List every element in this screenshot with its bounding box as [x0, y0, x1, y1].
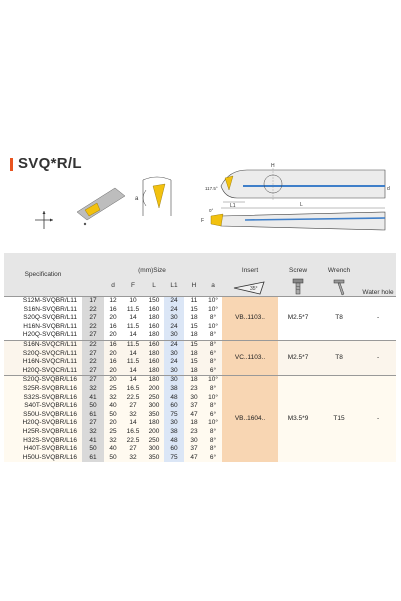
cell-d: 32: [104, 437, 122, 446]
cell-blank: 41: [82, 437, 104, 446]
cell-a: 10°: [204, 323, 222, 332]
cell-f: 11.5: [122, 340, 144, 349]
cell-l: 250: [144, 394, 164, 403]
cell-h: 37: [184, 402, 204, 411]
cell-spec: H20Q-SVQBR/L11: [4, 331, 82, 340]
cell-l: 180: [144, 331, 164, 340]
size-header: (mm)Size: [82, 253, 222, 274]
cell-a: 6°: [204, 350, 222, 359]
col-wrench-header: Wrench: [318, 253, 360, 274]
cell-l1: 24: [164, 297, 184, 306]
cell-a: 10°: [204, 297, 222, 306]
cell-water: -: [360, 297, 396, 341]
cell-l1: 60: [164, 445, 184, 454]
cell-d: 16: [104, 340, 122, 349]
cell-l: 180: [144, 367, 164, 376]
insert-diamond-icon: [232, 280, 268, 296]
cell-h: 23: [184, 428, 204, 437]
cell-a: 10°: [204, 306, 222, 315]
cell-f: 32: [122, 454, 144, 463]
cell-spec: H32S-SVQBR/L16: [4, 437, 82, 446]
cell-a: 8°: [204, 445, 222, 454]
cell-l1: 24: [164, 323, 184, 332]
col-d-header: d: [104, 274, 122, 297]
cell-blank: 22: [82, 323, 104, 332]
cell-a: 8°: [204, 402, 222, 411]
cell-d: 32: [104, 394, 122, 403]
cell-h: 37: [184, 445, 204, 454]
cell-l1: 30: [164, 367, 184, 376]
cell-h: 18: [184, 367, 204, 376]
col-spec-header: Specification: [4, 253, 82, 297]
cell-spec: S12M-SVQBR/L11: [4, 297, 82, 306]
cell-d: 50: [104, 454, 122, 463]
insert-icon-cell: [222, 274, 278, 297]
cell-l: 200: [144, 428, 164, 437]
cell-f: 16.5: [122, 428, 144, 437]
cell-l: 160: [144, 306, 164, 315]
main-view-side: [201, 202, 385, 230]
cell-wrench: T8: [318, 340, 360, 375]
cell-spec: H20Q-SVQBR/L16: [4, 419, 82, 428]
screw-icon: [291, 278, 305, 296]
cell-a: 8°: [204, 340, 222, 349]
cell-blank: 41: [82, 394, 104, 403]
cell-spec: S50U-SVQBR/L16: [4, 411, 82, 420]
cell-f: 16.5: [122, 385, 144, 394]
cell-d: 20: [104, 314, 122, 323]
cell-l1: 30: [164, 376, 184, 385]
cell-a: 10°: [204, 419, 222, 428]
cell-d: 20: [104, 419, 122, 428]
cell-l1: 30: [164, 350, 184, 359]
cell-f: 22.5: [122, 437, 144, 446]
cell-l1: 38: [164, 428, 184, 437]
cell-a: 6°: [204, 367, 222, 376]
cell-screw: M2.5*7: [278, 297, 318, 341]
cell-spec: S40T-SVQBR/L16: [4, 402, 82, 411]
col-a-header: a: [204, 274, 222, 297]
cell-h: 15: [184, 323, 204, 332]
cell-h: 18: [184, 331, 204, 340]
cell-spec: H16N-SVQCR/L11: [4, 358, 82, 367]
cell-d: 20: [104, 376, 122, 385]
cell-d: 20: [104, 331, 122, 340]
cell-a: 6°: [204, 411, 222, 420]
cell-l1: 48: [164, 437, 184, 446]
cell-f: 32: [122, 411, 144, 420]
cell-a: 10°: [204, 376, 222, 385]
cell-l: 160: [144, 340, 164, 349]
cell-h: 18: [184, 419, 204, 428]
cell-spec: H40T-SVQBR/L16: [4, 445, 82, 454]
cell-h: 18: [184, 376, 204, 385]
cell-blank: 27: [82, 376, 104, 385]
cell-a: 8°: [204, 358, 222, 367]
cell-l: 160: [144, 358, 164, 367]
cell-l1: 75: [164, 454, 184, 463]
cell-a: 8°: [204, 314, 222, 323]
cell-spec: S16N-SVQCR/L11: [4, 340, 82, 349]
dim-l-label: L: [300, 202, 303, 208]
cell-f: 14: [122, 314, 144, 323]
cell-spec: S25R-SVQBR/L16: [4, 385, 82, 394]
cell-screw: M3.5*9: [278, 376, 318, 462]
cell-l1: 24: [164, 340, 184, 349]
end-view: [135, 177, 171, 216]
angle-0-label: 0°: [209, 208, 214, 213]
cell-l: 300: [144, 402, 164, 411]
cell-f: 14: [122, 350, 144, 359]
cell-l: 180: [144, 350, 164, 359]
angle-1175-label: 117.5°: [205, 186, 218, 191]
cell-spec: H25R-SVQBR/L16: [4, 428, 82, 437]
cell-insert: VC..1103..: [222, 340, 278, 375]
cell-h: 30: [184, 437, 204, 446]
cell-f: 10: [122, 297, 144, 306]
table-body: [4, 297, 396, 463]
cell-insert: VB..1604..: [222, 376, 278, 462]
screw-icon-cell: [278, 274, 318, 297]
cell-h: 15: [184, 340, 204, 349]
cell-f: 14: [122, 367, 144, 376]
cell-h: 18: [184, 314, 204, 323]
dim-l1-label: L1: [230, 203, 236, 209]
cell-blank: 32: [82, 428, 104, 437]
cell-a: 6°: [204, 454, 222, 463]
cell-l: 250: [144, 437, 164, 446]
table-row: [4, 297, 396, 306]
cell-h: 47: [184, 454, 204, 463]
col-water-header: Water hole: [360, 253, 396, 297]
cell-d: 16: [104, 323, 122, 332]
cell-spec: H50U-SVQBR/L16: [4, 454, 82, 463]
cell-d: 25: [104, 385, 122, 394]
cell-blank: 27: [82, 350, 104, 359]
cell-spec: S20Q-SVQCR/L11: [4, 350, 82, 359]
cell-h: 15: [184, 306, 204, 315]
cell-h: 23: [184, 385, 204, 394]
cell-spec: S20Q-SVQBR/L16: [4, 376, 82, 385]
dim-f-label: F: [201, 218, 205, 224]
cell-blank: 61: [82, 454, 104, 463]
cell-l1: 30: [164, 331, 184, 340]
cell-l1: 24: [164, 306, 184, 315]
cell-l: 160: [144, 323, 164, 332]
cell-f: 14: [122, 331, 144, 340]
cell-blank: 22: [82, 340, 104, 349]
cell-spec: H20Q-SVQCR/L11: [4, 367, 82, 376]
cell-blank: 27: [82, 367, 104, 376]
cell-d: 20: [104, 350, 122, 359]
cell-d: 25: [104, 428, 122, 437]
table-row: [4, 376, 396, 385]
tool-iso-view: [77, 188, 125, 225]
angle-a-label: a: [135, 196, 139, 202]
cell-h: 11: [184, 297, 204, 306]
cell-l1: 30: [164, 419, 184, 428]
cell-blank: 27: [82, 314, 104, 323]
dim-d-label: d: [387, 186, 390, 192]
cell-f: 27: [122, 445, 144, 454]
cell-l: 300: [144, 445, 164, 454]
cell-l: 180: [144, 314, 164, 323]
cell-d: 16: [104, 306, 122, 315]
cell-spec: S32S-SVQBR/L16: [4, 394, 82, 403]
insert-angle-label: 35°: [250, 286, 258, 292]
cell-f: 11.5: [122, 306, 144, 315]
cell-l: 350: [144, 454, 164, 463]
cell-d: 50: [104, 411, 122, 420]
title-accent-bar: [10, 158, 13, 171]
dim-h-label: H: [271, 163, 275, 169]
cell-l1: 60: [164, 402, 184, 411]
cell-water: -: [360, 340, 396, 375]
specification-table: [4, 253, 396, 462]
cell-l: 150: [144, 297, 164, 306]
cell-l: 350: [144, 411, 164, 420]
col-l-header: L: [144, 274, 164, 297]
cell-blank: 22: [82, 358, 104, 367]
main-view-top: [205, 163, 390, 209]
cell-screw: M2.5*7: [278, 340, 318, 375]
cell-water: -: [360, 376, 396, 462]
cell-blank: 22: [82, 306, 104, 315]
cell-insert: VB..1103..: [222, 297, 278, 341]
cell-l: 200: [144, 385, 164, 394]
col-screw-header: Screw: [278, 253, 318, 274]
cell-f: 14: [122, 376, 144, 385]
page-title: SVQ*R/L: [18, 155, 82, 172]
cell-d: 40: [104, 445, 122, 454]
cell-f: 14: [122, 419, 144, 428]
cell-a: 8°: [204, 437, 222, 446]
cell-a: 8°: [204, 385, 222, 394]
cell-f: 27: [122, 402, 144, 411]
col-insert-header: Insert: [222, 253, 278, 274]
cell-a: 8°: [204, 331, 222, 340]
cell-d: 20: [104, 367, 122, 376]
wrench-icon-cell: [318, 274, 360, 297]
cell-f: 11.5: [122, 358, 144, 367]
cell-l1: 48: [164, 394, 184, 403]
cell-wrench: T8: [318, 297, 360, 341]
col-l1-header: L1: [164, 274, 184, 297]
cell-l: 180: [144, 419, 164, 428]
cell-wrench: T15: [318, 376, 360, 462]
cell-d: 12: [104, 297, 122, 306]
cell-l1: 75: [164, 411, 184, 420]
cell-f: 22.5: [122, 394, 144, 403]
table-row: [4, 340, 396, 349]
tool-drawing: [25, 160, 395, 240]
col-blank-header: [82, 274, 104, 297]
cell-a: 10°: [204, 394, 222, 403]
cell-spec: S20Q-SVQBR/L11: [4, 314, 82, 323]
cell-l1: 38: [164, 385, 184, 394]
cell-spec: S16N-SVQBR/L11: [4, 306, 82, 315]
cell-blank: 61: [82, 411, 104, 420]
cell-h: 30: [184, 394, 204, 403]
cell-l1: 30: [164, 314, 184, 323]
cell-d: 40: [104, 402, 122, 411]
cell-blank: 50: [82, 445, 104, 454]
cell-l1: 24: [164, 358, 184, 367]
col-h-header: H: [184, 274, 204, 297]
cell-d: 16: [104, 358, 122, 367]
cell-f: 11.5: [122, 323, 144, 332]
cell-h: 18: [184, 350, 204, 359]
axes-icon: [35, 211, 53, 229]
cell-spec: H16N-SVQBR/L11: [4, 323, 82, 332]
cell-blank: 17: [82, 297, 104, 306]
cell-blank: 27: [82, 331, 104, 340]
cell-l: 180: [144, 376, 164, 385]
cell-blank: 50: [82, 402, 104, 411]
col-f-header: F: [122, 274, 144, 297]
cell-h: 47: [184, 411, 204, 420]
wrench-icon: [331, 278, 347, 296]
cell-h: 15: [184, 358, 204, 367]
cell-blank: 27: [82, 419, 104, 428]
cell-a: 8°: [204, 428, 222, 437]
cell-blank: 32: [82, 385, 104, 394]
